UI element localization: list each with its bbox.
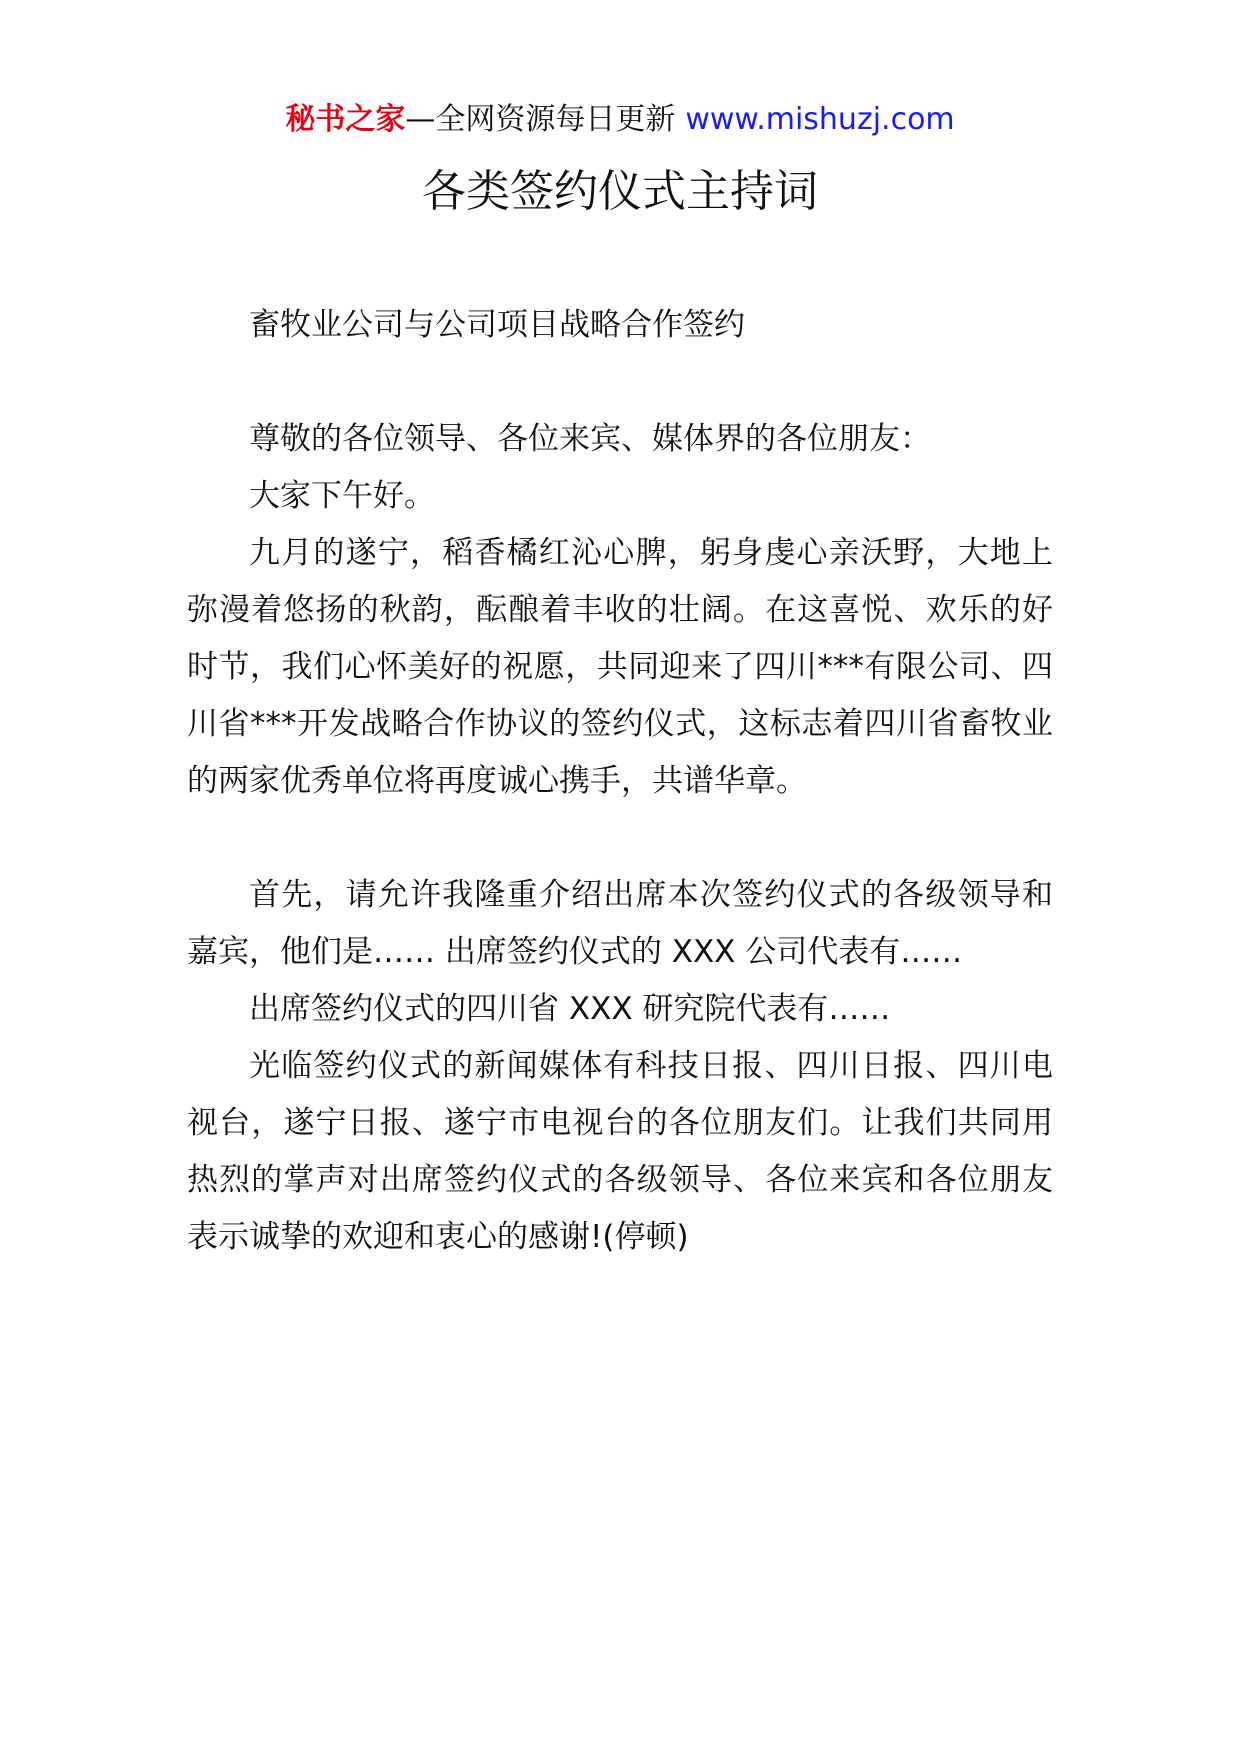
hello-paragraph: 大家下午好。: [249, 478, 435, 514]
document-body: [187, 297, 1053, 1266]
site-url-link[interactable]: www.mishuzj.com: [685, 102, 955, 137]
document-subtitle: 畜牧业公司与公司项目战略合作签约: [249, 307, 745, 343]
institute-paragraph: 出席签约仪式的四川省 XXX 研究院代表有……: [249, 991, 891, 1027]
greeting-paragraph: 尊敬的各位领导、各位来宾、媒体界的各位朋友：: [249, 421, 931, 457]
document-title: 各类签约仪式主持词: [422, 166, 818, 217]
brand-name: 秘书之家: [285, 102, 406, 137]
paragraph-spacer: [187, 354, 1053, 411]
site-header: [0, 100, 1240, 140]
header-tagline: —全网资源每日更新: [405, 102, 676, 137]
guests-paragraph: 首先，请允许我隆重介绍出席本次签约仪式的各级领导和嘉宾，他们是…… 出席签约仪式的 XXX 公司代表有……: [187, 877, 1053, 970]
media-paragraph: 光临签约仪式的新闻媒体有科技日报、四川日报、四川电视台，遂宁日报、遂宁市电视台的各位朋友们。让我们共同用热烈的掌声对出席签约仪式的各级领导、各位来宾和各位朋友表示诚挚的欢迎和衷心的感谢!(停顿): [187, 1048, 1053, 1255]
intro-paragraph: 九月的遂宁，稻香橘红沁心脾，躬身虔心亲沃野，大地上弥漫着悠扬的秋韵，酝酿着丰收的壮阔。在这喜悦、欢乐的好时节，我们心怀美好的祝愿，共同迎来了四川***有限公司、四川省***开发战略合作协议的签约仪式，这标志着四川省畜牧业的两家优秀单位将再度诚心携手，共谱华章。: [187, 535, 1053, 799]
paragraph-spacer: [187, 810, 1053, 867]
